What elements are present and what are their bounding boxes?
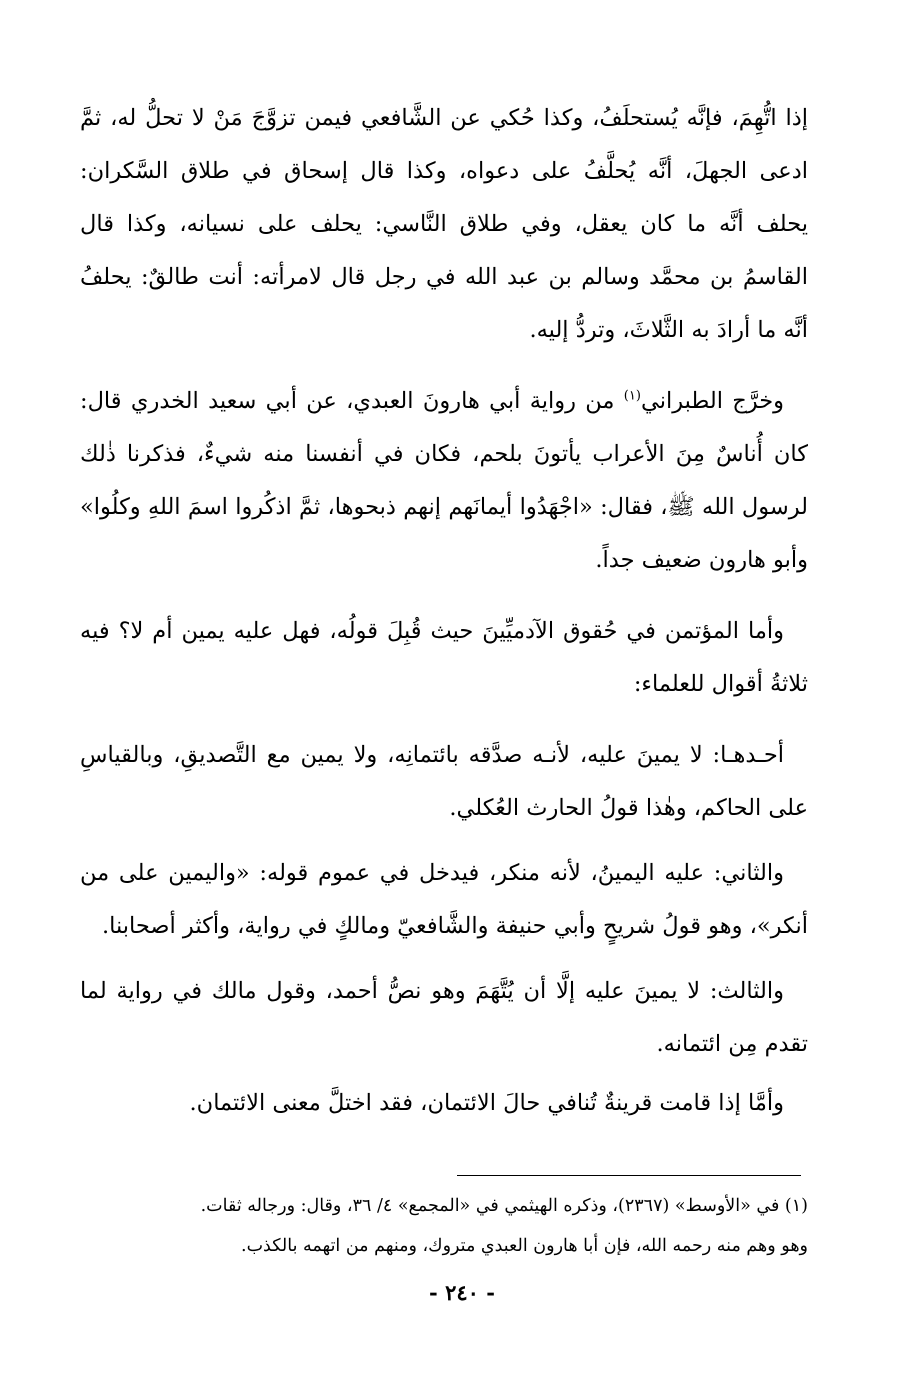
paragraph-3: وأما المؤتمن في حُقوق الآدميِّينَ حيث قُبِلَ قولُه، فهل عليه يمين أم لا؟ فيه ثلاثةُ أقوال للعلماء: [80,618,808,697]
paragraph-7: وأمَّا إذا قامت قرينةٌ تُنافي حالَ الائتمان، فقد اختلَّ معنى الائتمان. [189,1090,784,1116]
footnote-1: (١) في «الأوسط» (٢٣٦٧)، وذكره الهيثمي في «المجمع» ٤/ ٣٦، وقال: ورجاله ثقات. [200,1196,808,1216]
footnote-1-continued: وهو وهم منه رحمه الله، فإن أبا هارون العبدي متروك، ومنهم من اتهمه بالكذب. [241,1236,808,1256]
page-number: - ٢٤٠ - [429,1280,495,1305]
paragraph-4: أحـدهـا: لا يمينَ عليه، لأنـه صدَّقه بائتمانِه، ولا يمين مع التَّصديقِ، وبالقياسِ على الحاكم، وهٰذا قولُ الحارث العُكلي. [80,742,808,821]
main-text [80,92,808,1130]
footnote-divider [457,1175,801,1176]
footnotes [80,1186,808,1266]
paragraph-2-body: من رواية أبي هارونَ العبدي، عن أبي سعيد الخدري قال: كان أُناسٌ مِنَ الأعراب يأتونَ بلحم، فكان في أنفسنا منه شيءٌ، فذكرنا ذٰلك لرسول الله ﷺ، فقال: «اجْهَدُوا أيمانَهم إنهم ذبحوها، ثمَّ اذكُروا اسمَ اللهِ وكلُوا» وأبو هارون ضعيف جداً. [80,388,808,573]
paragraph-2 [80,375,808,587]
paragraph-1: إذا اتُّهِمَ، فإنَّه يُستحلَفُ، وكذا حُكي عن الشَّافعي فيمن تزوَّجَ مَنْ لا تحلُّ له، ثمَّ ادعى الجهلَ، أنَّه يُحلَّفُ على دعواه، وكذا قال إسحاق في طلاق السَّكران: يحلف أنَّه ما كان يعقل، وفي طلاق النَّاسي: يحلف على نسيانه، وكذا قال القاسمُ بن محمَّد وسالم بن عبد الله في رجل قال لامرأته: أنت طالقٌ: يحلفُ أنَّه ما أرادَ به الثَّلاثَ، وتردُّ إليه. [80,105,808,343]
paragraph-2-lead: وخرَّج الطبراني [640,388,784,414]
paragraph-6: والثالث: لا يمينَ عليه إلَّا أن يُتَّهَمَ وهو نصُّ أحمد، وقول مالك في رواية لما تقدم مِن ائتمانه. [80,978,808,1057]
paragraph-5: والثاني: عليه اليمينُ، لأنه منكر، فيدخل في عموم قوله: «واليمين على من أنكر»، وهو قولُ شريحٍ وأبي حنيفة والشَّافعيّ ومالكٍ في رواية، وأكثر أصحابنا. [80,860,808,939]
footnote-marker[interactable]: (١) [623,388,641,404]
